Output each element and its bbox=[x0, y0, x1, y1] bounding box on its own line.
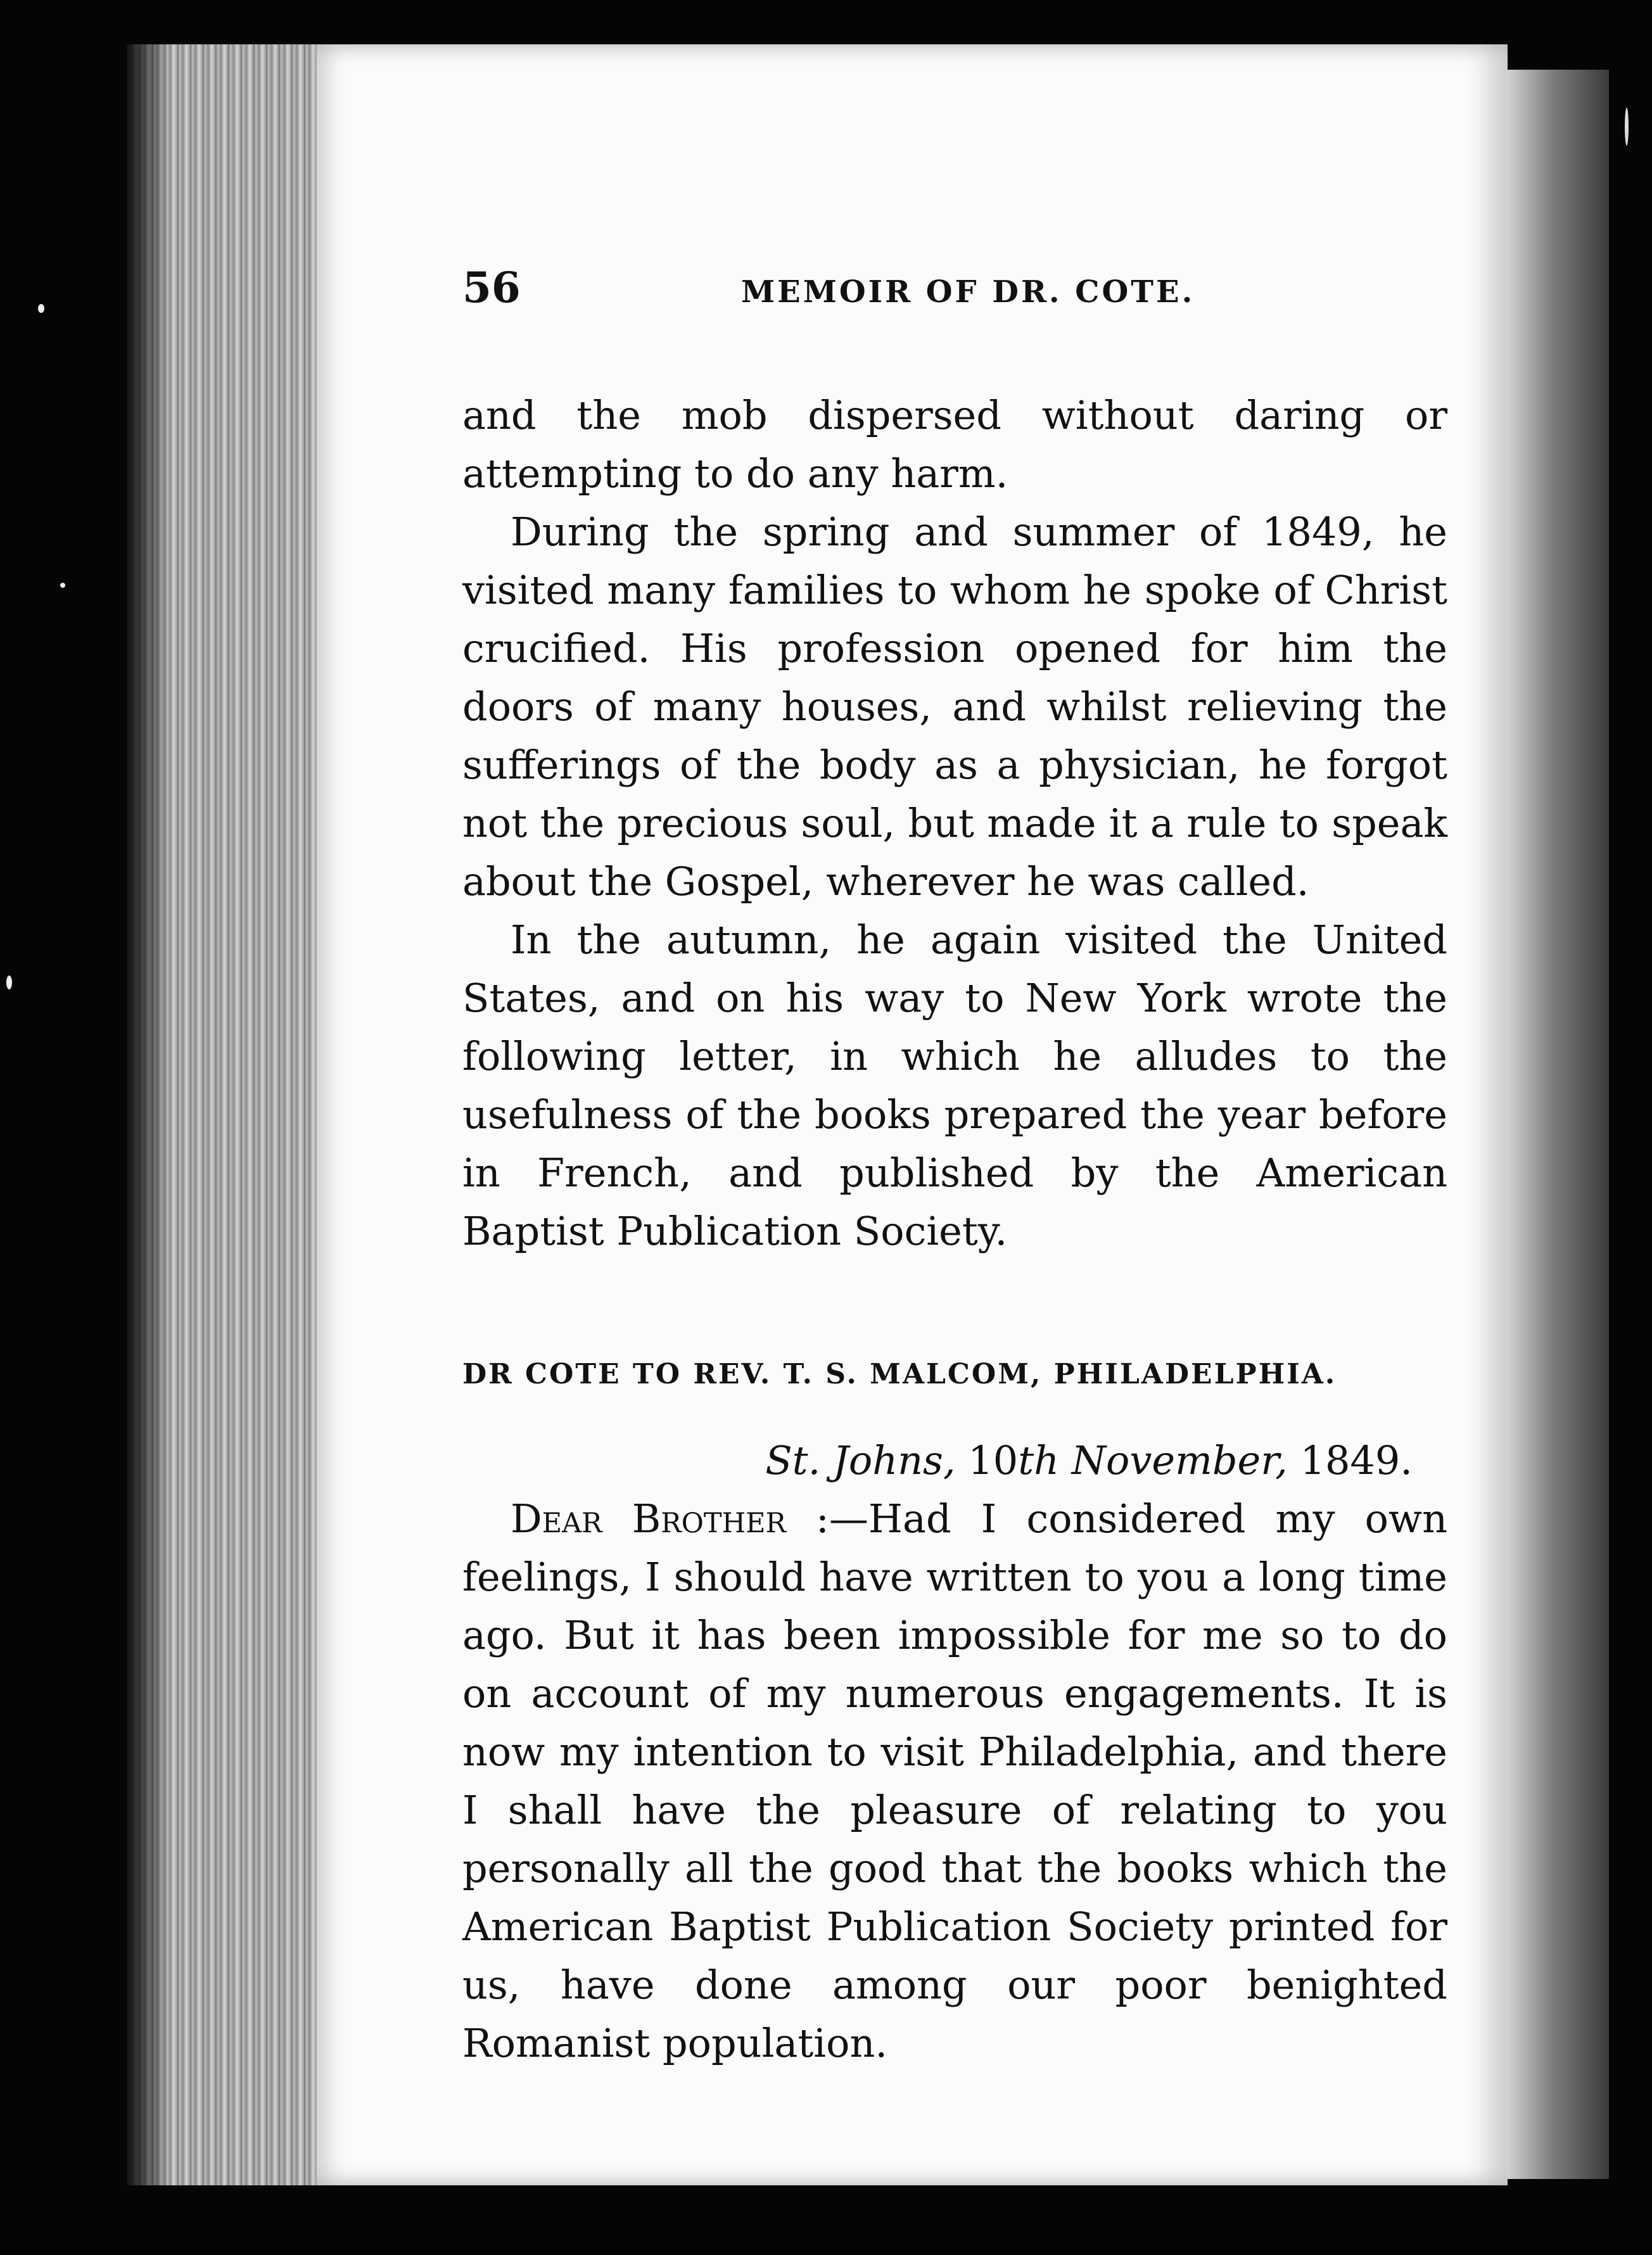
scan-speck bbox=[6, 975, 12, 989]
letter-date-year: 1849. bbox=[1300, 1437, 1413, 1483]
running-title: MEMOIR OF DR. COTE. bbox=[741, 274, 1195, 310]
letter-body-text: —Had I considered my own feelings, I should have written to you a long time ago. But it has been impossible for me so to do on account of my numerous engagements. It is now my intention to visit Philadelphia, and there I shall have the pleasure of relating to you personally all the good that the books which the American Baptist Publication Society printed for us, have done among our poor benighted Romanist population. bbox=[462, 1496, 1447, 2066]
letter-date-day-suffix: th bbox=[1018, 1437, 1060, 1483]
letter-date-place: St. Johns, bbox=[765, 1437, 956, 1483]
letter-date-month: November, bbox=[1071, 1437, 1288, 1483]
paragraph-1: and the mob dispersed without daring or attempting to do any harm. bbox=[462, 392, 1447, 497]
scan-speck bbox=[38, 304, 44, 313]
book-page bbox=[317, 44, 1508, 2185]
letter-salutation: Dear Brother : bbox=[511, 1496, 829, 1542]
scan-speck bbox=[1625, 108, 1629, 146]
letter-date-day-number: 10 bbox=[968, 1437, 1019, 1483]
letter-body bbox=[462, 1490, 1447, 2073]
paragraph-2: During the spring and summer of 1849, he visited many families to whom he spoke of Christ crucified. His profession opened for him the doors of many houses, and whilst relieving the sufferings of the body as a physician, he forgot not the precious soul, but made it a rule to speak about the Gospel, wherever he was called. bbox=[462, 509, 1447, 905]
letter-dateline bbox=[462, 1432, 1447, 1490]
page-body bbox=[462, 386, 1447, 2073]
running-head bbox=[462, 263, 1508, 333]
page-number: 56 bbox=[462, 263, 521, 312]
paragraph-3: In the autumn, he again visited the United States, and on his way to New York wrote the following letter, in which he alludes to the usefulness of the books prepared the year before in French, and published by the American Baptist Publication Society. bbox=[462, 917, 1447, 1254]
page-edges-shadow bbox=[127, 44, 165, 2185]
letter-heading: DR COTE TO REV. T. S. MALCOM, PHILADELPHIA. bbox=[462, 1358, 1337, 1390]
scan-speck bbox=[60, 583, 65, 588]
